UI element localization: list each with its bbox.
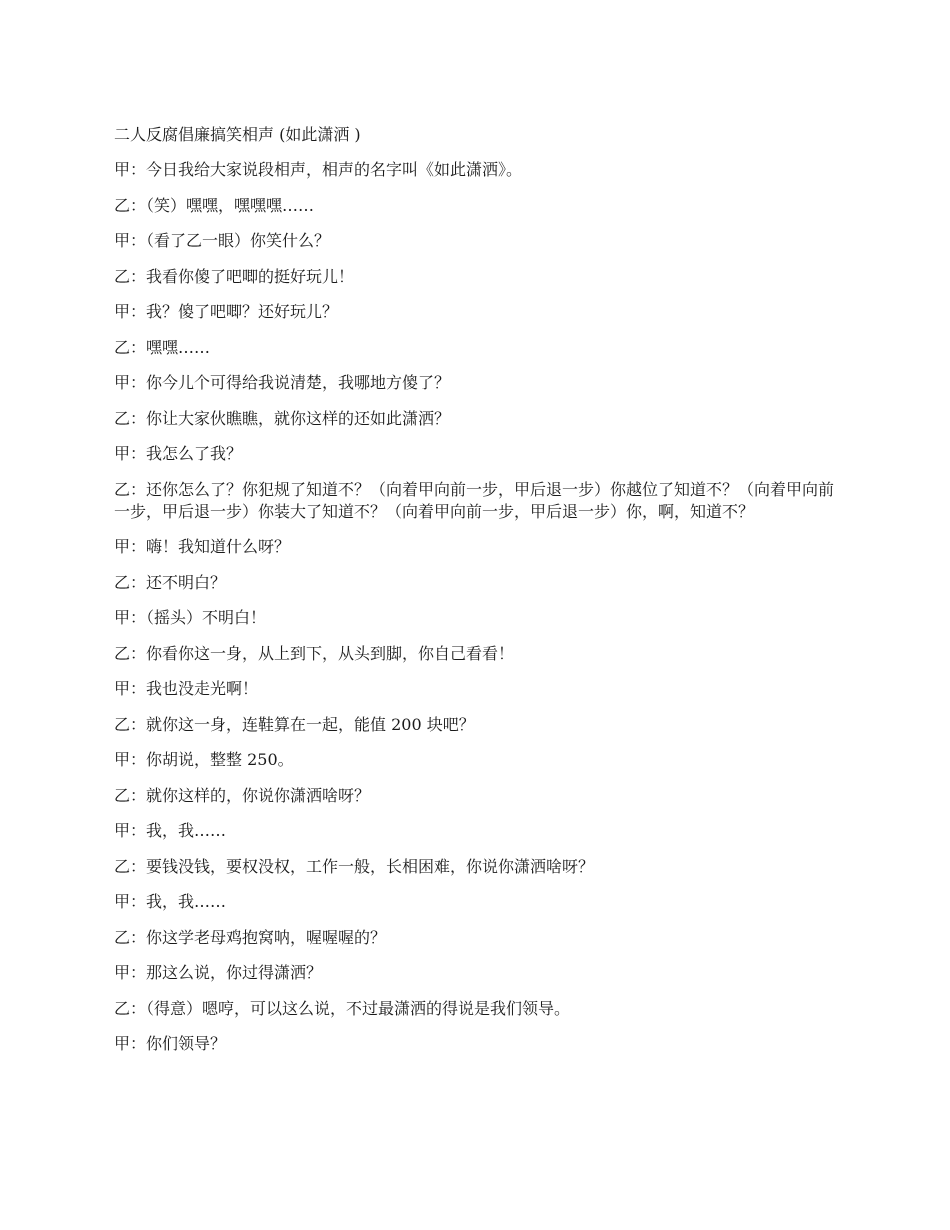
dialogue-line: 甲：（摇头）不明白！ xyxy=(114,608,267,627)
dialogue-line: 乙：要钱没钱，要权没权，工作一般，长相困难，你说你潇洒啥呀？ xyxy=(114,856,595,876)
dialogue-line: 甲：你胡说，整整 250。 xyxy=(114,750,294,769)
dialogue-line: 乙：你看你这一身，从上到下，从头到脚，你自己看看！ xyxy=(114,643,515,663)
dialogue-line: 甲：那这么说，你过得潇洒？ xyxy=(114,963,323,982)
dialogue-line: 甲：今日我给大家说段相声，相声的名字叫《如此潇洒》。 xyxy=(114,160,523,179)
dialogue-line: 甲：你们领导？ xyxy=(114,1034,227,1053)
dialogue-line: 甲：你今儿个可得给我说清楚，我哪地方傻了？ xyxy=(114,373,451,392)
dialogue-line: 乙：就你这样的，你说你潇洒啥呀？ xyxy=(114,785,371,805)
dialogue-line: 甲：我怎么了我？ xyxy=(114,444,243,463)
dialogue-line: 甲：我也没走光啊！ xyxy=(114,679,259,698)
dialogue-line: 乙：还不明白？ xyxy=(114,572,227,592)
dialogue-line: 乙：嘿嘿…… xyxy=(114,337,211,357)
dialogue-line: 乙：你这学老母鸡抱窝呐，喔喔喔的？ xyxy=(114,927,387,947)
dialogue-line: 乙：你让大家伙瞧瞧，就你这样的还如此潇洒？ xyxy=(114,408,451,428)
document-title: 二人反腐倡廉搞笑相声 (如此潇洒 ) xyxy=(114,125,361,144)
dialogue-line: 甲：我，我…… xyxy=(114,821,227,840)
dialogue-line: 甲：嗨！我知道什么呀？ xyxy=(114,537,291,556)
dialogue-line: 甲：（看了乙一眼）你笑什么？ xyxy=(114,231,331,250)
dialogue-line: 乙：我看你傻了吧唧的挺好玩儿！ xyxy=(114,266,355,286)
document-body xyxy=(114,124,834,1069)
dialogue-line: 乙：（笑）嘿嘿，嘿嘿嘿…… xyxy=(114,195,315,215)
dialogue-line: 乙：还你怎么了？你犯规了知道不？（向着甲向前一步，甲后退一步）你越位了知道不？（向着甲向前一步，甲后退一步）你装大了知道不？（向着甲向前一步，甲后退一步）你，啊，知道不？ xyxy=(114,479,835,521)
dialogue-line: 甲：我，我…… xyxy=(114,892,227,911)
dialogue-line: 甲：我？傻了吧唧？还好玩儿？ xyxy=(114,302,339,321)
dialogue-line: 乙：就你这一身，连鞋算在一起，能值 200 块吧？ xyxy=(114,714,475,734)
dialogue-line: 乙：（得意）嗯哼，可以这么说，不过最潇洒的得说是我们领导。 xyxy=(114,998,571,1018)
